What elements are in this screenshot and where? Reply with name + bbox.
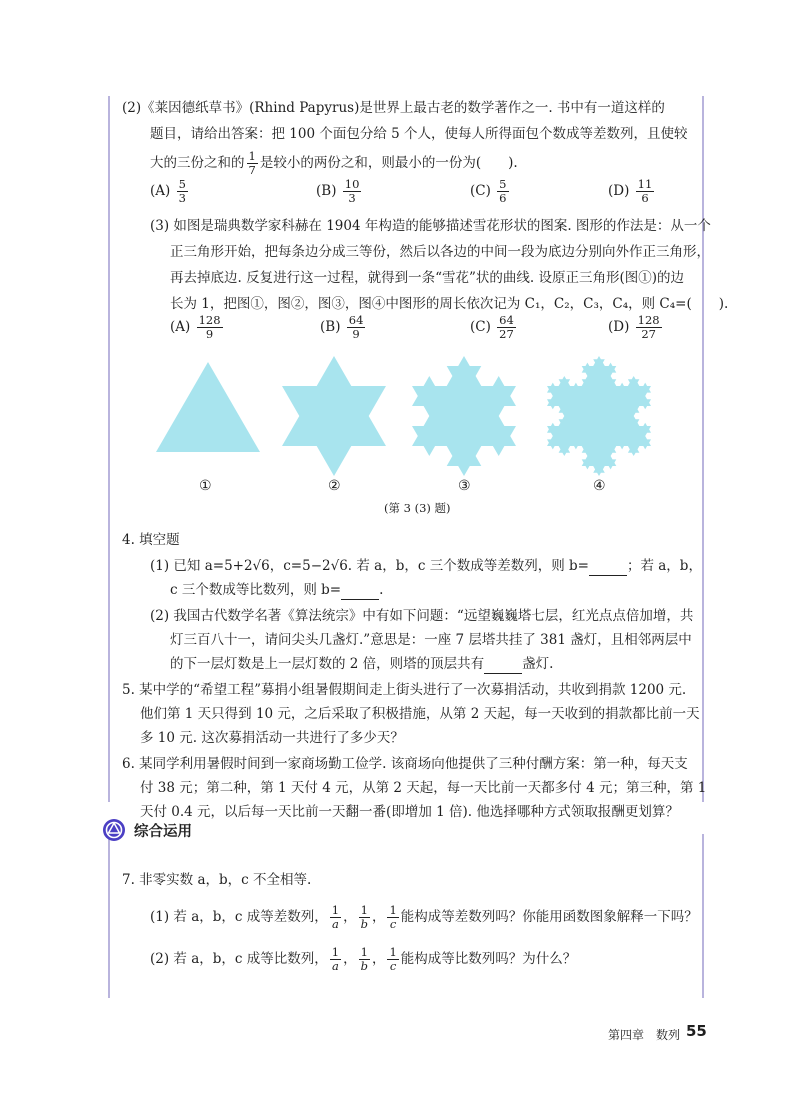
figure-label-1: ① xyxy=(199,478,212,494)
q4-part1-line-2: c 三个数成等比数列，则 b= . xyxy=(170,582,384,598)
section-title: 综合运用 xyxy=(134,823,192,840)
figure-label-2: ② xyxy=(328,478,341,494)
koch-figure-2 xyxy=(282,356,386,476)
q6-line-1: 6. 某同学利用暑假时间到一家商场勤工俭学. 该商场向他提供了三种付酬方案：第一种，每天支 xyxy=(122,756,688,772)
q5-line-1: 5. 某中学的“希望工程”募捐小组暑假期间走上街头进行了一次募捐活动，共收到捐款 1200 元. xyxy=(122,682,687,698)
q2-line-3 xyxy=(150,150,518,177)
q6-line-2: 付 38 元；第二种，第 1 天付 4 元，从第 2 天起，每一天比前一天都多付 4 元；第三种，第 1 xyxy=(140,780,707,796)
q7-part2: (2) 若 a，b，c 成等比数列， $\frac{1}{a}$ ， $\frac{1}{b}$ ， $\frac{1}{c}$ 能构成等比数列吗？为什么？ xyxy=(150,945,577,973)
q5-line-3: 多 10 元. 这次募捐活动一共进行了多少天？ xyxy=(140,730,404,746)
margin-rule-left-2 xyxy=(108,834,110,998)
q6-line-3: 天付 0.4 元，以后每一天比前一天翻一番(即增加 1 倍). 他选择哪种方式领取报酬更划算？ xyxy=(140,804,679,820)
q7-heading: 7. 非零实数 a，b，c 不全相等. xyxy=(122,872,312,888)
answer-blank[interactable] xyxy=(341,585,379,600)
q3-option-c[interactable]: (C) $\frac{64}{27}$ xyxy=(470,313,514,341)
q3-option-a[interactable]: (A) $\frac{128}{9}$ xyxy=(170,313,221,341)
footer-chapter: 第四章 数列 xyxy=(608,1028,681,1042)
page-number: 55 xyxy=(686,1022,707,1040)
koch-figure-4 xyxy=(547,356,651,476)
q2-fraction: $\frac{1}{7}$ xyxy=(248,149,256,177)
q3-line-3: 再去掉底边. 反复进行这一过程，就得到一条“雪花”状的曲线. 设原正三角形(图①)的边 xyxy=(170,270,685,286)
q5-line-2: 他们第 1 天只得到 10 元，之后采取了积极措施，从第 2 天起，每一天收到的捐款都比前一天 xyxy=(140,706,700,722)
q2-option-d[interactable]: (D) $\frac{11}{6}$ xyxy=(608,177,653,205)
q4-part2-line-3: 的下一层灯数是上一层灯数的 2 倍，则塔的顶层共有 盏灯. xyxy=(170,656,554,672)
q2-option-b[interactable]: (B) $\frac{10}{3}$ xyxy=(316,177,360,205)
koch-snowflake-figures xyxy=(140,350,680,480)
figure-caption: (第 3 (3) 题) xyxy=(384,501,451,515)
q3-line-1: (3) 如图是瑞典数学家科赫在 1904 年构造的能够描述雪花形状的图案. 图形的作法是：从一个 xyxy=(150,218,711,234)
q3-option-d[interactable]: (D) $\frac{128}{27}$ xyxy=(608,313,660,341)
q4-part2-line-2: 灯三百八十一，请问尖头几盏灯.”意思是：一座 7 层塔共挂了 381 盏灯，且相邻两层中 xyxy=(170,632,692,648)
q2-line-1: (2)《莱因德纸草书》(Rhind Papyrus)是世界上最古老的数学著作之一. 书中有一道这样的 xyxy=(122,100,665,116)
answer-blank[interactable] xyxy=(589,561,627,576)
section-emblem-icon xyxy=(102,818,126,842)
margin-rule-right xyxy=(702,96,704,802)
q4-heading: 4. 填空题 xyxy=(122,532,180,548)
q4-part2-line-1: (2) 我国古代数学名著《算法统宗》中有如下问题：“远望巍巍塔七层，红光点点倍加增，共 xyxy=(150,608,694,624)
answer-blank[interactable] xyxy=(484,659,522,674)
q2-option-c[interactable]: (C) $\frac{5}{6}$ xyxy=(470,177,507,205)
koch-figure-1 xyxy=(156,362,260,452)
figure-label-4: ④ xyxy=(593,478,606,494)
section-header xyxy=(102,818,192,842)
margin-rule-left xyxy=(108,96,110,802)
figure-label-3: ③ xyxy=(458,478,471,494)
q2-line-2: 题目，请给出答案：把 100 个面包分给 5 个人，使每人所得面包个数成等差数列，且使较 xyxy=(150,126,688,142)
q2-option-a[interactable]: (A) $\frac{5}{3}$ xyxy=(150,177,186,205)
q3-line-4: 长为 1，把图①，图②，图③，图④中图形的周长依次记为 C₁，C₂，C₃，C₄，则 C₄=( ). xyxy=(170,296,729,312)
q2-line-3-b: 是较小的两份之和，则最小的一份为( ). xyxy=(259,155,518,171)
q2-line-3-a: 大的三份之和的 xyxy=(150,155,245,171)
margin-rule-right-2 xyxy=(702,834,704,998)
koch-figure-3 xyxy=(412,356,516,476)
q3-line-2: 正三角形开始，把每条边分成三等份，然后以各边的中间一段为底边分别向外作正三角形， xyxy=(170,244,710,260)
q7-part1: (1) 若 a，b，c 成等差数列， $\frac{1}{a}$ ， $\frac{1}{b}$ ， $\frac{1}{c}$ 能构成等差数列吗？你能用函数图象解释一下吗？ xyxy=(150,903,698,931)
q4-part1-line-1: (1) 已知 a=5+2√6，c=5−2√6. 若 a，b，c 三个数成等差数列，则 b= ；若 a，b， xyxy=(150,558,702,574)
q3-option-b[interactable]: (B) $\frac{64}{9}$ xyxy=(320,313,364,341)
